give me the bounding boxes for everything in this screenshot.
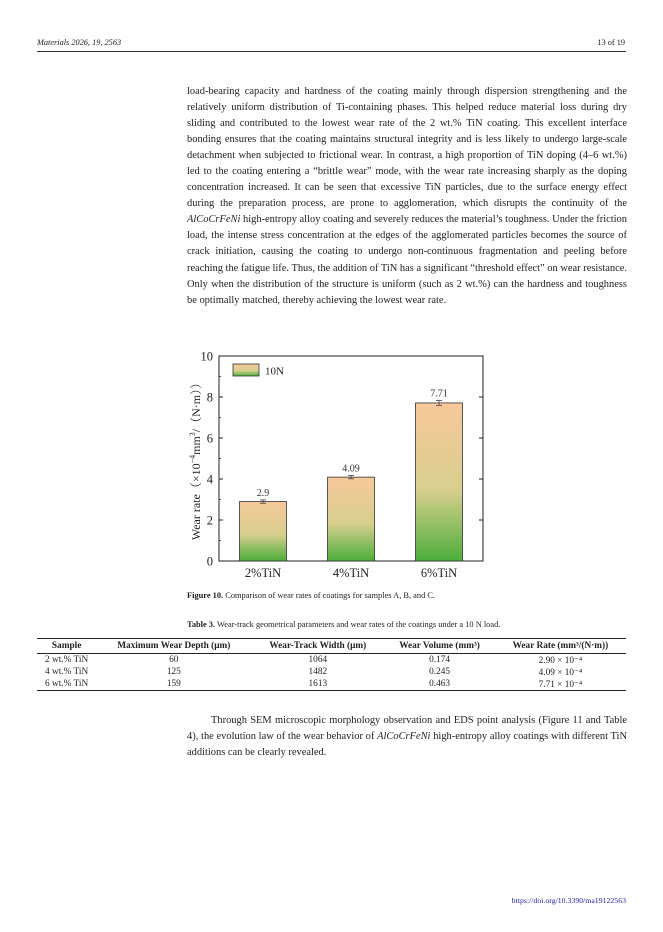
header-rule bbox=[37, 51, 626, 52]
body-paragraph-2 bbox=[187, 713, 627, 761]
bar-6%TiN bbox=[416, 403, 463, 561]
y-tick-label: 4 bbox=[206, 472, 213, 487]
figure-caption-label: Figure 10. bbox=[187, 591, 224, 600]
y-tick-label: 6 bbox=[206, 431, 213, 446]
cell-rate: 2.90 × 10⁻⁴ bbox=[538, 655, 583, 666]
body-paragraph-1 bbox=[187, 84, 627, 309]
table-caption bbox=[187, 620, 500, 629]
bar-2%TiN bbox=[240, 502, 287, 561]
cell-sample: 6 wt.% TiN bbox=[37, 678, 96, 691]
figure-caption bbox=[187, 591, 435, 600]
running-header-page: 13 of 19 bbox=[597, 38, 625, 47]
col-header-sample: Sample bbox=[37, 639, 96, 654]
para1-text-b: high-entropy alloy coating and severely reduces the material’s toughness. Under the friction load, the intense stress concentration at the edges of the agglomerated particles becomes the source of crack initiation, causing the coating to undergo non-continuous fragmentation and peeling before reaching the fatigue life. Thus, the addition of TiN has a significant “threshold effect” on wear resistance. Only when the distribution of the structure is uniform (such as 2 wt.%) can the hardness and toughness be optimally matched, thereby achieving the lowest wear rate. bbox=[187, 214, 627, 306]
cell-width: 1613 bbox=[251, 678, 384, 691]
table-row bbox=[37, 666, 626, 678]
y-axis-label-part: 3 bbox=[188, 432, 197, 437]
y-axis-label-part: /（N·m）） bbox=[189, 376, 203, 433]
doi-link[interactable]: https://doi.org/10.3390/ma19122563 bbox=[511, 896, 626, 905]
running-header-journal: Materials 2026, 19, 2563 bbox=[37, 38, 122, 47]
cell-depth: 159 bbox=[96, 678, 251, 691]
y-axis-label-part: mm bbox=[189, 436, 203, 455]
cell-width: 1064 bbox=[308, 655, 328, 665]
cell-rate: 7.71 × 10⁻⁴ bbox=[495, 678, 626, 691]
y-tick-label: 0 bbox=[206, 554, 213, 569]
legend-label: 10N bbox=[265, 365, 284, 378]
para1-text-a: load-bearing capacity and hardness of the coating mainly through dispersion strengthening and the relatively uniform distribution of Ti-containing phases. This helped reduce material loss during dry sliding and contributed to the lowest wear rate of the 2 wt.% TiN coating. This excellent interface bonding ensures that the coating maintains structural integrity and is less likely to undergo large-scale detachment when subjected to frictional wear. In contrast, a high proportion of TiN doping (4–6 wt.%) led to the coating entering a “brittle wear” mode, with the wear rate increasing sharply as the doping concentration increased. It can be seen that excessive TiN particles, due to the surface energy effect during the preparation process, are prone to agglomeration, which disrupts the continuity of the bbox=[187, 86, 627, 210]
para2-alloy-name: AlCoCrFeNi bbox=[377, 731, 431, 742]
data-label: 2.9 bbox=[256, 487, 270, 499]
y-tick-label: 2 bbox=[206, 513, 213, 528]
legend-swatch bbox=[233, 364, 259, 376]
cell-width: 1482 bbox=[308, 667, 328, 677]
cell-sample: 2 wt.% TiN bbox=[45, 655, 89, 665]
y-tick-label: 8 bbox=[206, 390, 213, 405]
x-tick-label: 2%TiN bbox=[244, 566, 282, 580]
bar-4%TiN bbox=[328, 477, 375, 561]
col-header-depth: Maximum Wear Depth (μm) bbox=[96, 639, 251, 654]
col-header-rate: Wear Rate (mm³/(N·m)) bbox=[495, 639, 626, 654]
cell-volume: 0.245 bbox=[429, 667, 451, 677]
cell-volume: 0.174 bbox=[429, 655, 451, 665]
para2-text-a: Through SEM microscopic morphology observation and EDS point analysis (Figure 11 and Table 4), the evolution law of the wear behavior of bbox=[187, 715, 627, 742]
cell-sample: 4 wt.% TiN bbox=[45, 667, 89, 677]
table-caption-text: Wear-track geometrical parameters and wear rates of the coatings under a 10 N load. bbox=[215, 620, 501, 629]
data-label: 7.71 bbox=[430, 388, 448, 400]
para2-text-b: high-entropy alloy coatings with different TiN additions can be clearly revealed. bbox=[187, 731, 627, 758]
cell-rate: 4.09 × 10⁻⁴ bbox=[538, 667, 583, 678]
y-axis-label-part: Wear rate（×10 bbox=[189, 463, 203, 541]
y-axis-label-part: −4 bbox=[188, 454, 197, 464]
x-tick-label: 4%TiN bbox=[332, 566, 370, 580]
y-tick-label: 10 bbox=[200, 349, 213, 364]
col-header-volume: Wear Volume (mm³) bbox=[384, 639, 495, 654]
y-axis-label bbox=[188, 377, 203, 540]
cell-depth: 60 bbox=[169, 655, 179, 665]
col-header-width: Wear-Track Width (μm) bbox=[251, 639, 384, 654]
x-tick-label: 6%TiN bbox=[420, 566, 458, 580]
para1-alloy-name: AlCoCrFeNi bbox=[187, 214, 241, 226]
table-caption-label: Table 3. bbox=[187, 620, 216, 629]
wear-parameters-table bbox=[37, 638, 626, 691]
data-label: 4.09 bbox=[342, 463, 360, 475]
cell-volume: 0.463 bbox=[384, 678, 495, 691]
figure-caption-text: Comparison of wear rates of coatings for samples A, B, and C. bbox=[223, 591, 436, 600]
cell-depth: 125 bbox=[166, 667, 181, 677]
table-row bbox=[37, 678, 626, 691]
table-header-row bbox=[37, 639, 626, 654]
wear-rate-bar-chart bbox=[185, 344, 497, 584]
figure-10 bbox=[185, 344, 497, 584]
table-row bbox=[37, 654, 626, 667]
